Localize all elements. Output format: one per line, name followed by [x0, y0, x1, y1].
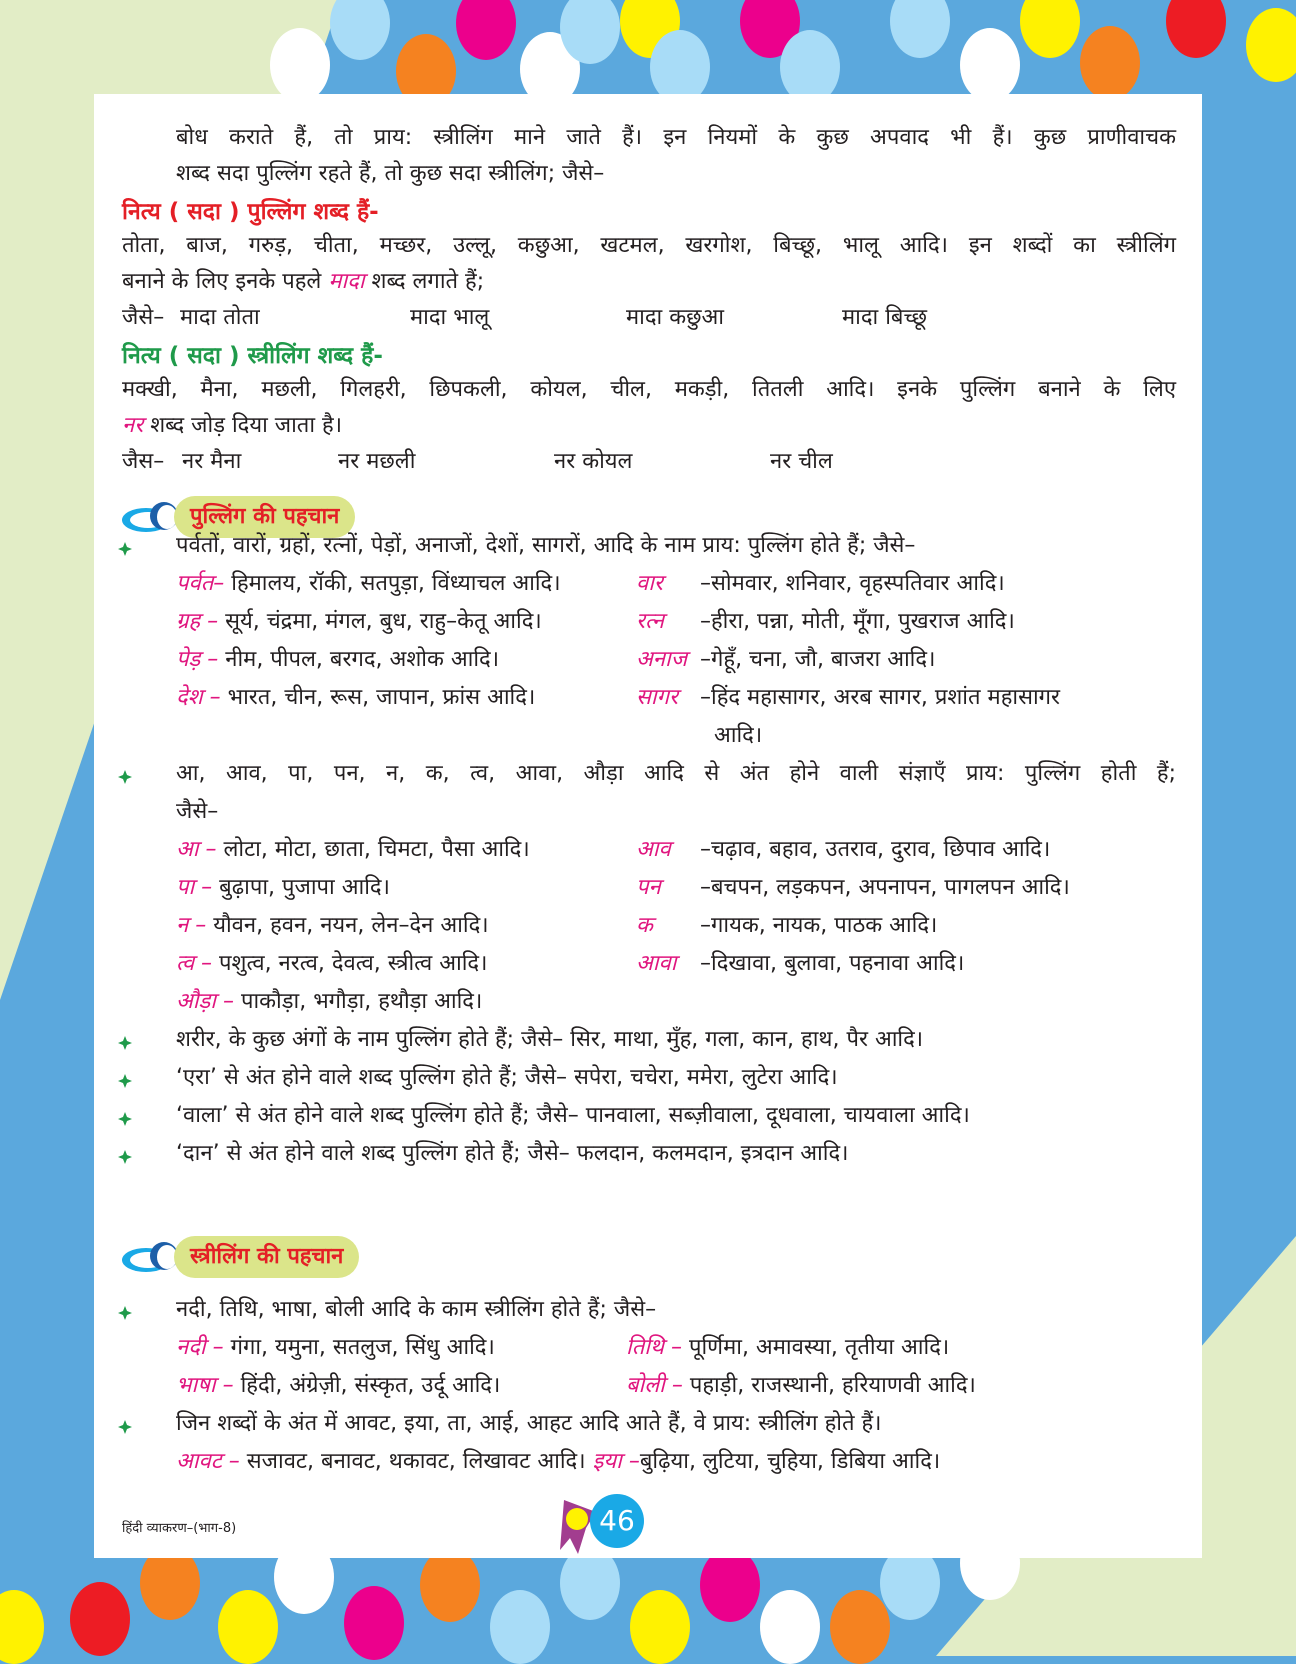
intro-line-2: शब्द सदा पुल्लिंग रहते हैं, तो कुछ सदा स्त्रीलिंग; जैसे–	[176, 161, 605, 186]
striling-section-title: स्त्रीलिंग की पहचान	[174, 1236, 359, 1278]
list-item: अनाज –गेहूँ, चना, जौ, बाजरा आदि।	[636, 647, 936, 672]
list-item: रत्न –हीरा, पन्ना, मोती, मूँगा, पुखराज आदि।	[636, 609, 1015, 634]
pulling-bullet-2-cont: जैसे–	[176, 799, 219, 824]
diamond-bullet-icon	[118, 1112, 132, 1126]
striling-bullet-2: जिन शब्दों के अंत में आवट, इया, ता, आई, आहट आदि आते हैं, वे प्राय: स्त्रीलिंग होते हैं।	[176, 1411, 882, 1436]
nitya-pulling-line-1: तोता, बाज, गरुड़, चीता, मच्छर, उल्लू, कछुआ, खटमल, खरगोश, बिच्छू, भालू आदि। इन शब्दों का स्त्रीलिंग	[122, 233, 1176, 258]
list-item: आवट – सजावट, बनावट, थकावट, लिखावट आदि। इया –बुढ़िया, लुटिया, चुहिया, डिबिया आदि।	[176, 1449, 941, 1474]
diamond-bullet-icon	[118, 542, 132, 556]
intro-line-1: बोध कराते हैं, तो प्राय: स्त्रीलिंग माने जाते हैं। इन नियमों के कुछ अपवाद भी हैं। कुछ प्राणीवाचक	[176, 125, 1176, 150]
striling-bullet-1: नदी, तिथि, भाषा, बोली आदि के काम स्त्रीलिंग होते हैं; जैसे–	[176, 1297, 657, 1322]
list-item: तिथि – पूर्णिमा, अमावस्या, तृतीया आदि।	[626, 1335, 950, 1360]
pulling-bullet-4: ‘एरा’ से अंत होने वाले शब्द पुल्लिंग होते हैं; जैसे– सपेरा, चचेरा, ममेरा, लुटेरा आदि।	[176, 1065, 838, 1090]
list-item: पर्वत– हिमालय, रॉकी, सतपुड़ा, विंध्याचल आदि।	[176, 571, 561, 596]
list-item: त्व – पशुत्व, नरत्व, देवत्व, स्त्रीत्व आदि।	[176, 951, 488, 976]
example-item: मादा बिच्छू	[842, 305, 928, 330]
list-item: देश – भारत, चीन, रूस, जापान, फ्रांस आदि।	[176, 685, 536, 710]
nitya-pulling-heading: नित्य ( सदा ) पुल्लिंग शब्द हैं-	[122, 199, 379, 225]
list-item: पेड़ – नीम, पीपल, बरगद, अशोक आदि।	[176, 647, 500, 672]
list-item: सागर –हिंद महासागर, अरब सागर, प्रशांत महासागर	[636, 685, 1061, 710]
nitya-striling-line-2: नर शब्द जोड़ दिया जाता है।	[122, 413, 343, 438]
example-item: नर मछली	[338, 449, 416, 474]
list-item: ग्रह – सूर्य, चंद्रमा, मंगल, बुध, राहु–केतू आदि।	[176, 609, 542, 634]
diamond-bullet-icon	[118, 1036, 132, 1050]
example-item: मादा भालू	[410, 305, 490, 330]
example-item: नर मैना	[182, 449, 242, 474]
list-item: न – यौवन, हवन, नयन, लेन–देन आदि।	[176, 913, 489, 938]
pulling-bullet-1: पर्वतों, वारों, ग्रहों, रत्नों, पेड़ों, अनाजों, देशों, सागरों, आदि के नाम प्राय: पुल्लिंग होते हैं; जैसे–	[176, 533, 916, 558]
example-item: नर चील	[770, 449, 833, 474]
nitya-pulling-line-2: बनाने के लिए इनके पहले मादा शब्द लगाते हैं;	[122, 269, 485, 294]
list-item: पा – बुढ़ापा, पुजापा आदि।	[176, 875, 390, 900]
nitya-pulling-eg-label: जैसे–	[122, 305, 165, 330]
list-item-continuation: आदि।	[714, 723, 763, 748]
diamond-bullet-icon	[118, 1074, 132, 1088]
pulling-bullet-5: ‘वाला’ से अंत होने वाले शब्द पुल्लिंग होते हैं; जैसे– पानवाला, सब्ज़ीवाला, दूधवाला, चायवाला आदि।	[176, 1103, 970, 1128]
book-title-footer: हिंदी व्याकरण–(भाग-8)	[122, 1521, 237, 1536]
pulling-bullet-3: शरीर, के कुछ अंगों के नाम पुल्लिंग होते हैं; जैसे– सिर, माथा, मुँह, गला, कान, हाथ, पैर आदि।	[176, 1027, 924, 1052]
list-item: नदी – गंगा, यमुना, सतलुज, सिंधु आदि।	[176, 1335, 495, 1360]
swirl-icon	[120, 500, 176, 534]
example-item: मादा तोता	[180, 305, 260, 330]
list-item: पन –बचपन, लड़कपन, अपनापन, पागलपन आदि।	[636, 875, 1070, 900]
nitya-striling-eg-label: जैस–	[122, 449, 165, 474]
diamond-bullet-icon	[118, 770, 132, 784]
example-item: नर कोयल	[554, 449, 633, 474]
decorative-dot	[566, 1508, 588, 1530]
pulling-bullet-6: ‘दान’ से अंत होने वाले शब्द पुल्लिंग होते हैं; जैसे– फलदान, कलमदान, इत्रदान आदि।	[176, 1141, 849, 1166]
diamond-bullet-icon	[118, 1150, 132, 1164]
example-item: मादा कछुआ	[626, 305, 725, 330]
pulling-section-title: पुल्लिंग की पहचान	[174, 496, 355, 538]
list-item: बोली – पहाड़ी, राजस्थानी, हरियाणवी आदि।	[626, 1373, 976, 1398]
list-item: आव –चढ़ाव, बहाव, उतराव, दुराव, छिपाव आदि।	[636, 837, 1051, 862]
page-content	[94, 94, 1202, 1558]
list-item: क –गायक, नायक, पाठक आदि।	[636, 913, 938, 938]
list-item: आवा –दिखावा, बुलावा, पहनावा आदि।	[636, 951, 965, 976]
diamond-bullet-icon	[118, 1306, 132, 1320]
list-item: भाषा – हिंदी, अंग्रेज़ी, संस्कृत, उर्दू आदि।	[176, 1373, 501, 1398]
page-number: 46	[590, 1494, 644, 1548]
swirl-icon	[120, 1240, 176, 1274]
diamond-bullet-icon	[118, 1420, 132, 1434]
list-item: आ – लोटा, मोटा, छाता, चिमटा, पैसा आदि।	[176, 837, 530, 862]
pulling-bullet-2: आ, आव, पा, पन, न, क, त्व, आवा, औड़ा आदि से अंत होने वाली संज्ञाएँ प्राय: पुल्लिंग होती हैं;	[176, 761, 1176, 786]
list-item: औड़ा – पाकौड़ा, भगौड़ा, हथौड़ा आदि।	[176, 989, 483, 1014]
nitya-striling-line-1: मक्खी, मैना, मछली, गिलहरी, छिपकली, कोयल, चील, मकड़ी, तितली आदि। इनके पुल्लिंग बनाने के लिए	[122, 377, 1176, 402]
list-item: वार –सोमवार, शनिवार, वृहस्पतिवार आदि।	[636, 571, 1005, 596]
nitya-striling-heading: नित्य ( सदा ) स्त्रीलिंग शब्द हैं-	[122, 343, 383, 369]
